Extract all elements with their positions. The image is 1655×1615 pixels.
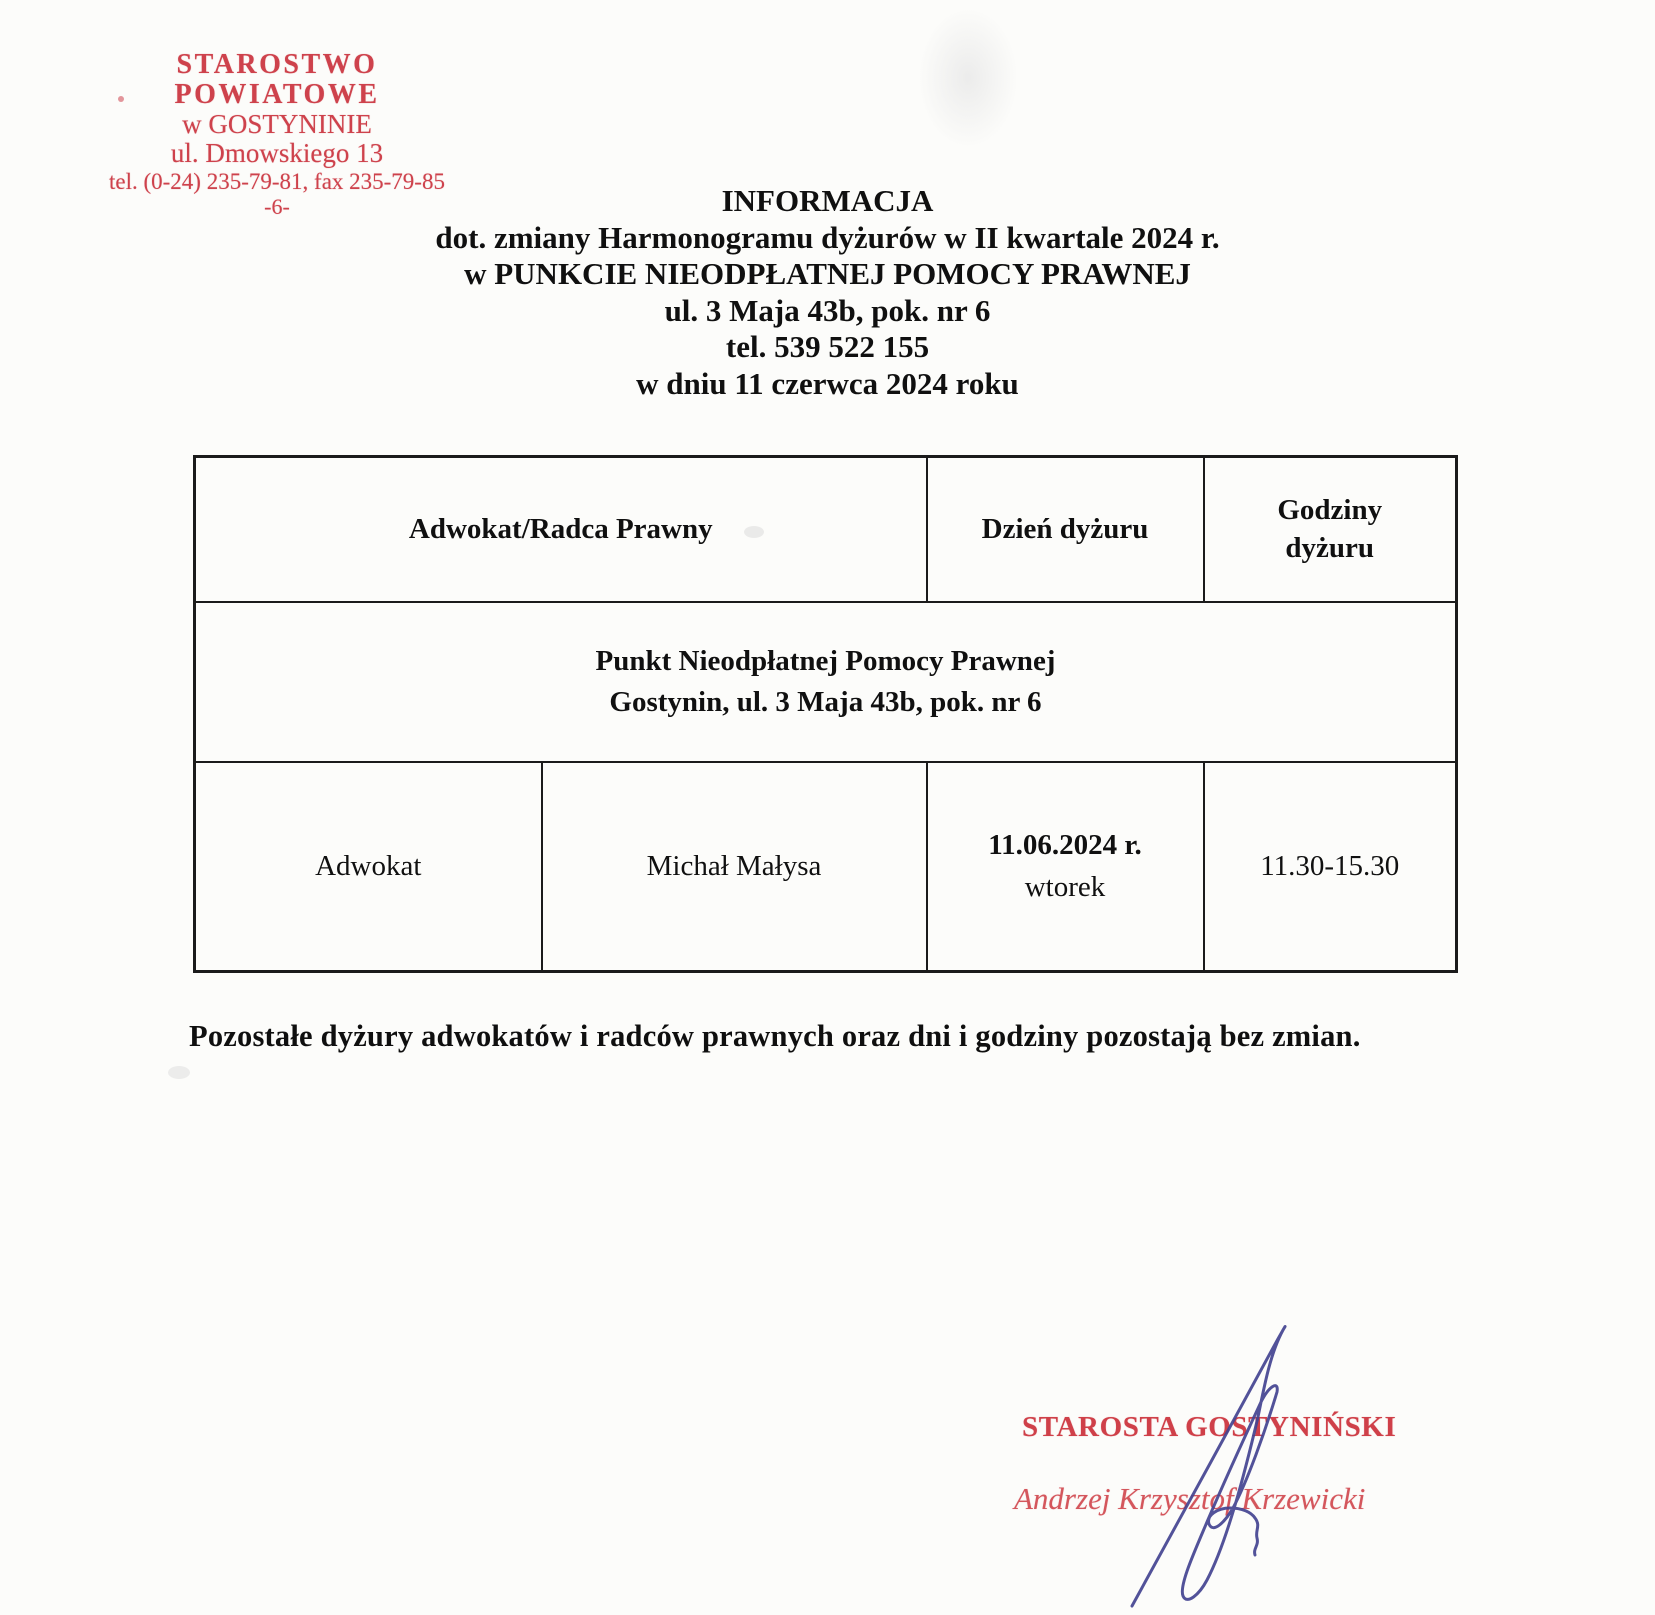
stamp-street: ul. Dmowskiego 13	[170, 138, 384, 168]
header-duty-hours-label: Godziny dyżuru	[1277, 494, 1383, 565]
signature-official-name: Andrzej Krzysztof Krzewicki	[1014, 1481, 1366, 1516]
cell-lawyer-name: Michał Małysa	[542, 762, 927, 972]
stamp-number: -6-	[264, 194, 290, 219]
schedule-table	[193, 455, 1458, 973]
duty-date: 11.06.2024 r.	[988, 829, 1142, 862]
title-line-place: w PUNKCIE NIEODPŁATNEJ POMOCY PRAWNEJ	[464, 256, 1191, 292]
stamp-city: w GOSTYNINIE	[182, 109, 372, 139]
footer-note: Pozostałe dyżury adwokatów i radców prawnych oraz dni i godziny pozostają bez zmian.	[189, 1019, 1361, 1053]
header-cell-duty-day: Dzień dyżuru	[927, 457, 1204, 602]
cell-duty-date	[927, 762, 1204, 972]
duty-weekday: wtorek	[1024, 871, 1106, 904]
table-data-row	[195, 762, 1457, 972]
scan-smudge	[918, 8, 1018, 148]
table-header-row	[195, 457, 1457, 602]
signature-official-title: STAROSTA GOSTYNIŃSKI	[1022, 1411, 1397, 1443]
signature-stroke	[1132, 1326, 1285, 1606]
stamp-office-name: STAROSTWO POWIATOWE	[174, 49, 380, 110]
header-cell-lawyer: Adwokat/Radca Prawny	[195, 457, 927, 602]
scan-smudge	[168, 1066, 190, 1079]
section-line-2: Gostynin, ul. 3 Maja 43b, pok. nr 6	[609, 685, 1042, 718]
title-line-phone: tel. 539 522 155	[725, 329, 930, 365]
section-cell	[195, 602, 1457, 762]
title-line-address: ul. 3 Maja 43b, pok. nr 6	[664, 292, 991, 328]
header-cell-duty-hours	[1204, 457, 1457, 602]
title-line-subject: dot. zmiany Harmonogramu dyżurów w II kwartale 2024 r.	[435, 219, 1220, 255]
table-section-row	[195, 602, 1457, 762]
handwritten-signature	[1075, 1310, 1315, 1615]
title-line-informacja: INFORMACJA	[721, 183, 934, 218]
stamp-phone-fax: tel. (0-24) 235-79-81, fax 235-79-85	[109, 169, 445, 194]
cell-duty-hours: 11.30-15.30	[1204, 762, 1457, 972]
section-line-1: Punkt Nieodpłatnej Pomocy Prawnej	[595, 644, 1056, 677]
cell-role: Adwokat	[195, 762, 542, 972]
title-line-date: w dniu 11 czerwca 2024 roku	[636, 365, 1019, 401]
document-title-block	[0, 183, 1655, 403]
